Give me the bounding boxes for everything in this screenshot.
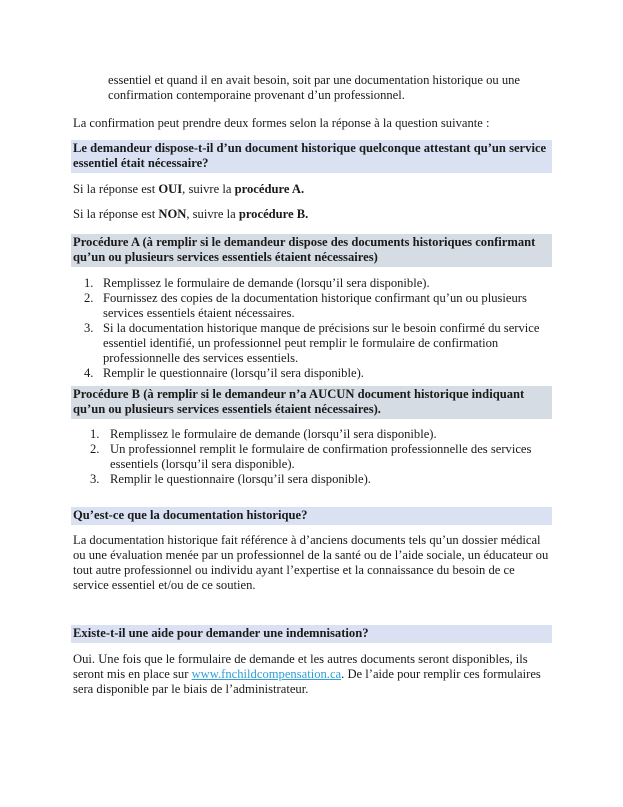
step-number: 1.	[90, 427, 100, 441]
step-text: Fournissez des copies de la documentation historique confirmant qu’un ou plusieurs services essentiels étaient nécessaires.	[103, 291, 527, 320]
procedure-a-steps	[84, 276, 543, 381]
procedure-b-step	[90, 472, 545, 487]
step-number: 2.	[90, 442, 100, 456]
help-body-before-link: Oui. Une fois que le formulaire de demande et les autres documents seront disponibles, ils seront mis en place sur	[73, 652, 528, 681]
procedure-a-heading: Procédure A (à remplir si le demandeur dispose des documents historiques confirmant qu’un ou plusieurs services essentiels étaient nécessaires)	[71, 234, 552, 267]
procedure-b-steps	[90, 427, 545, 487]
help-body	[73, 652, 551, 697]
answer-yes-middle: , suivre la	[182, 182, 235, 196]
answer-yes-prefix: Si la réponse est	[73, 182, 159, 196]
step-number: 1.	[84, 276, 94, 290]
step-text: Remplissez le formulaire de demande (lorsqu’il sera disponible).	[110, 427, 437, 441]
historical-docs-body: La documentation historique fait référence à d’anciens documents tels qu’un dossier médical ou une évaluation menée par un professionnel de la santé ou de l’aide sociale, un éducateur ou tout autre professionnel ou individu ayant l’expertise et la connaissance du besoin de ce service essentiel et/ou de ce soutien.	[73, 533, 549, 592]
answer-no-prefix: Si la réponse est	[73, 207, 159, 221]
step-text: Si la documentation historique manque de précisions sur le besoin confirmé du service essentiel identifié, un professionnel peut remplir le formulaire de confirmation professionnelle des services essentiels.	[103, 321, 540, 365]
intro-continuation-paragraph: essentiel et quand il en avait besoin, soit par une documentation historique ou une confirmation contemporaine provenant d’un professionnel.	[108, 73, 520, 102]
step-number: 2.	[84, 291, 94, 305]
question-heading: Le demandeur dispose-t-il d’un document historique quelconque attestant qu’un service essentiel était nécessaire?	[71, 140, 552, 173]
step-number: 4.	[84, 366, 94, 380]
procedure-a-step	[84, 366, 543, 381]
step-text: Remplir le questionnaire (lorsqu’il sera disponible).	[103, 366, 364, 380]
help-body-after-link: . De l’aide pour remplir ces formulaires sera disponible par le biais de l’administrateur.	[73, 667, 541, 696]
confirmation-intro-paragraph: La confirmation peut prendre deux formes selon la réponse à la question suivante :	[73, 116, 490, 130]
step-number: 3.	[84, 321, 94, 335]
step-text: Un professionnel remplit le formulaire de confirmation professionnelle des services essentiels (lorsqu’il sera disponible).	[110, 442, 532, 471]
procedure-a-step	[84, 321, 543, 366]
answer-no-middle: , suivre la	[186, 207, 239, 221]
answer-no-procedure: procédure B.	[238, 207, 309, 221]
compensation-website-link[interactable]: www.fnchildcompensation.ca	[191, 667, 342, 681]
historical-docs-heading: Qu’est-ce que la documentation historique?	[71, 507, 552, 525]
procedure-a-step	[84, 291, 543, 321]
step-text: Remplir le questionnaire (lorsqu’il sera disponible).	[110, 472, 371, 486]
procedure-b-step	[90, 427, 545, 442]
answer-no-line	[73, 207, 308, 222]
answer-yes-value: OUI	[158, 182, 183, 196]
help-heading: Existe-t-il une aide pour demander une indemnisation?	[71, 625, 552, 643]
procedure-b-heading: Procédure B (à remplir si le demandeur n’a AUCUN document historique indiquant qu’un ou plusieurs services essentiels étaient nécessaires).	[71, 386, 552, 419]
step-text: Remplissez le formulaire de demande (lorsqu’il sera disponible).	[103, 276, 430, 290]
answer-yes-procedure: procédure A.	[234, 182, 305, 196]
answer-no-value: NON	[158, 207, 187, 221]
procedure-b-step	[90, 442, 545, 472]
procedure-a-step	[84, 276, 543, 291]
step-number: 3.	[90, 472, 100, 486]
answer-yes-line	[73, 182, 304, 197]
